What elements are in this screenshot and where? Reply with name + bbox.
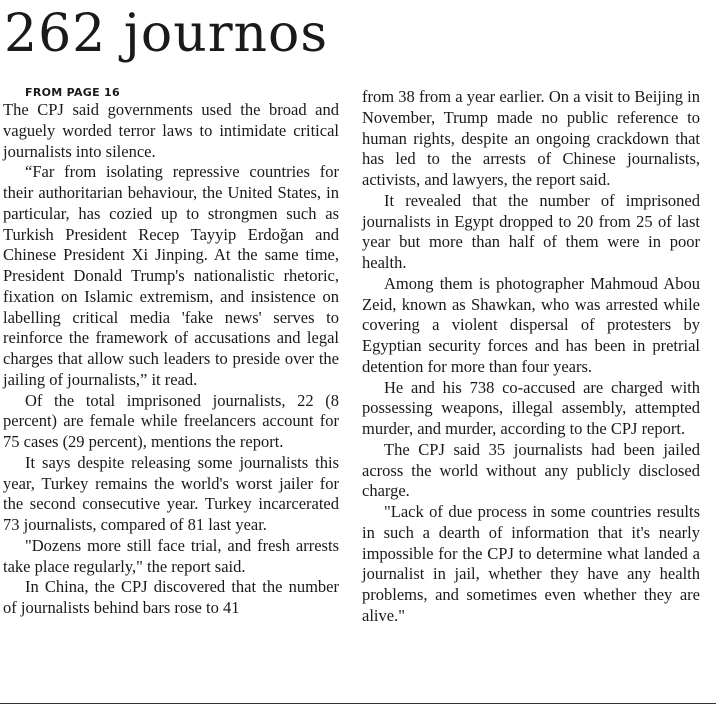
- headline: 262 journos: [4, 4, 329, 64]
- paragraph: "Dozens more still face trial, and fresh arrests take place regularly," the report said.: [3, 535, 339, 576]
- paragraph: "Lack of due process in some countries results in such a dearth of information that it's nearly impossible for the CPJ to determine what landed a journalist in jail, whether they have any health problems, and sometimes even whether they are alive.": [362, 502, 700, 625]
- paragraph: In China, the CPJ discovered that the number of journalists behind bars rose to 41: [3, 577, 339, 617]
- paragraph: He and his 738 co-accused are charged with possessing weapons, illegal assembly, attempted murder, and murder, according to the CPJ report.: [362, 377, 700, 438]
- paragraph: The CPJ said 35 journalists had been jailed across the world without any publicly disclosed charge.: [362, 439, 700, 501]
- paragraph: from 38 from a year earlier. On a visit to Beijing in November, Trump made no public reference to human rights, despite an ongoing crackdown that has led to the arrests of Chinese journalists, activists, and lawyers, the report said.: [362, 87, 700, 189]
- bottom-rule: [0, 703, 716, 704]
- paragraph: It revealed that the number of imprisoned journalists in Egypt dropped to 20 from 25 of last year but more than half of them were in poor health.: [362, 190, 700, 272]
- paragraph: “Far from isolating repressive countries for their authoritarian behaviour, the United States, in particular, has cozied up to strongmen such as Turkish President Recep Tayyip Erdoğan and Chinese President Xi Jinping. At the same time, President Donald Trump's nationalistic rhetoric, fixation on Islamic extremism, and insistence on labelling critical media 'fake news' serves to reinforce the framework of accusations and legal charges that allow such leaders to preside over the jailing of journalists,” it read.: [3, 162, 339, 389]
- paragraph: It says despite releasing some journalists this year, Turkey remains the world's worst jailer for the second consecutive year. Turkey incarcerated 73 journalists, compared of 81 last year.: [3, 452, 339, 534]
- paragraph: Among them is photographer Mahmoud Abou Zeid, known as Shawkan, who was arrested while covering a violent dispersal of protesters by Egyptian security forces and has been in pretrial detention for more than four years.: [362, 273, 700, 376]
- article-column-left: [3, 86, 339, 619]
- article-column-right: [362, 87, 700, 627]
- paragraph: Of the total imprisoned journalists, 22 (8 percent) are female while freelancers account for 75 cases (29 percent), mentions the report.: [3, 390, 339, 451]
- paragraph: The CPJ said governments used the broad and vaguely worded terror laws to intimidate critical journalists into silence.: [3, 100, 339, 161]
- continuation-kicker: FROM PAGE 16: [25, 86, 120, 99]
